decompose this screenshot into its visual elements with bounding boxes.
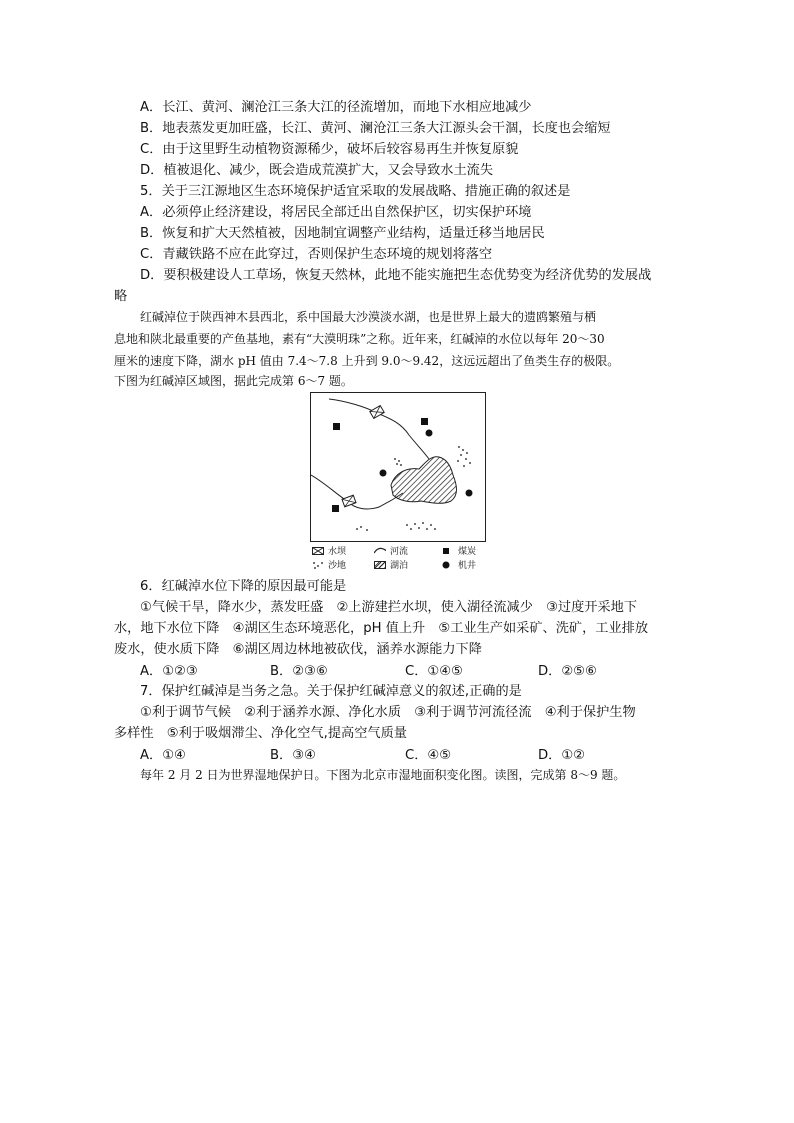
intro-6-7-line-3: 厘米的速度下降，湖水 pH 值由 7.4～7.8 上升到 9.0～9.42，这远远超出了鱼类生存的极限。: [114, 354, 620, 368]
legend-lake-label: 湖泊: [390, 561, 409, 571]
river-lower: [311, 475, 403, 509]
map-legend: [310, 544, 490, 574]
q6-stem: 6．红碱淖水位下降的原因最可能是: [140, 579, 347, 594]
well-icon: [442, 561, 454, 569]
lake-shape: [391, 457, 457, 504]
q7-line-2: 多样性 ⑤利于吸烟滞尘、净化空气,提高空气质量: [114, 726, 407, 741]
intro-8-9: 每年 2 月 2 日为世界湿地保护日。下图为北京市湿地面积变化图。读图，完成第 8～9 题。: [140, 768, 626, 782]
legend-dam-label: 水坝: [328, 547, 347, 557]
q5-option-c: C．青藏铁路不应在此穿过，否则保护生态环境的规划将落空: [140, 247, 493, 262]
legend-river-label: 河流: [390, 547, 409, 557]
q4-option-d: D．植被退化、减少，既会造成荒漠扩大，又会导致水土流失: [140, 163, 494, 178]
q4-option-a: A．长江、黄河、澜沧江三条大江的径流增加，而地下水相应地减少: [140, 100, 532, 115]
dam-icon-lower: [342, 495, 356, 507]
q6-line-3: 废水，使水质下降 ⑥湖区周边林地被砍伐，涵养水源能力下降: [114, 642, 482, 657]
q7-stem: 7．保护红碱淖是当务之急。关于保护红碱淖意义的叙述,正确的是: [140, 684, 522, 699]
q7-option-c: C．④⑤: [405, 748, 452, 763]
legend-lake: [374, 558, 408, 571]
q7-option-d: D．①②: [538, 748, 585, 763]
coal-icon: [333, 423, 340, 430]
q7-option-a: A．①④: [140, 748, 186, 763]
legend-river: [374, 544, 408, 557]
coal-icon: [442, 547, 454, 555]
legend-sand-label: 沙地: [328, 561, 347, 571]
sand-icon: [312, 561, 324, 569]
q5-option-b: B．恢复和扩大天然植被，因地制宜调整产业结构，适量迁移当地居民: [140, 226, 545, 241]
legend-coal-label: 煤炭: [458, 547, 477, 557]
dam-icon: [312, 547, 324, 555]
q6-line-1: ①气候干旱，降水少，蒸发旺盛 ②上游建拦水坝，使入湖径流减少 ③过度开采地下: [140, 600, 638, 615]
well-icon: [380, 470, 387, 477]
dam-icon-upper: [370, 406, 384, 419]
legend-well: [442, 558, 476, 571]
q7-line-1: ①利于调节气候 ②利于涵养水源、净化水质 ③利于调节河流径流 ④利于保护生物: [140, 705, 636, 720]
coal-icon: [421, 418, 428, 425]
lake-icon: [374, 561, 386, 569]
intro-6-7-line-1: 红碱淖位于陕西神木县西北，系中国最大沙漠淡水湖，也是世界上最大的遗鸥繁殖与栖: [140, 310, 597, 324]
well-icon: [426, 430, 433, 437]
coal-icon: [332, 505, 339, 512]
intro-6-7-line-4: 下图为红碱淖区域图，据此完成第 6～7 题。: [114, 374, 353, 388]
q6-option-b: B．②③⑥: [270, 664, 328, 679]
map-svg: [311, 393, 485, 541]
hongjiannao-map: [310, 392, 486, 542]
q5-option-a: A．必须停止经济建设，将居民全部迁出自然保护区，切实保护环境: [140, 205, 532, 220]
q6-option-a: A．①②③: [140, 664, 198, 679]
q4-option-c: C．由于这里野生动植物资源稀少，破坏后较容易再生并恢复原貌: [140, 142, 519, 157]
river-icon: [374, 547, 386, 555]
well-icon: [466, 490, 473, 497]
intro-6-7-line-2: 息地和陕北最重要的产鱼基地，素有“大漠明珠”之称。近年来，红碱淖的水位以每年 20～30: [114, 332, 605, 346]
q6-option-c: C．①④⑤: [405, 664, 463, 679]
q5-stem: 5．关于三江源地区生态环境保护适宜采取的发展战略、措施正确的叙述是: [140, 184, 571, 199]
q6-option-d: D．②⑤⑥: [538, 664, 597, 679]
q5-option-d: D．要积极建设人工草场，恢复天然林，此地不能实施把生态优势变为经济优势的发展战: [140, 268, 652, 283]
q5-option-d-wrap: 略: [114, 289, 128, 304]
legend-sand: [312, 558, 346, 571]
q7-option-b: B．③④: [270, 748, 316, 763]
q4-option-b: B．地表蒸发更加旺盛，长江、黄河、澜沧江三条大江源头会干涸，长度也会缩短: [140, 121, 611, 136]
q6-line-2: 水，地下水位下降 ④湖区生态环境恶化，pH 值上升 ⑤工业生产如采矿、洗矿，工业排放: [114, 621, 649, 636]
legend-coal: [442, 544, 476, 557]
legend-well-label: 机井: [458, 561, 477, 571]
legend-dam: [312, 544, 346, 557]
